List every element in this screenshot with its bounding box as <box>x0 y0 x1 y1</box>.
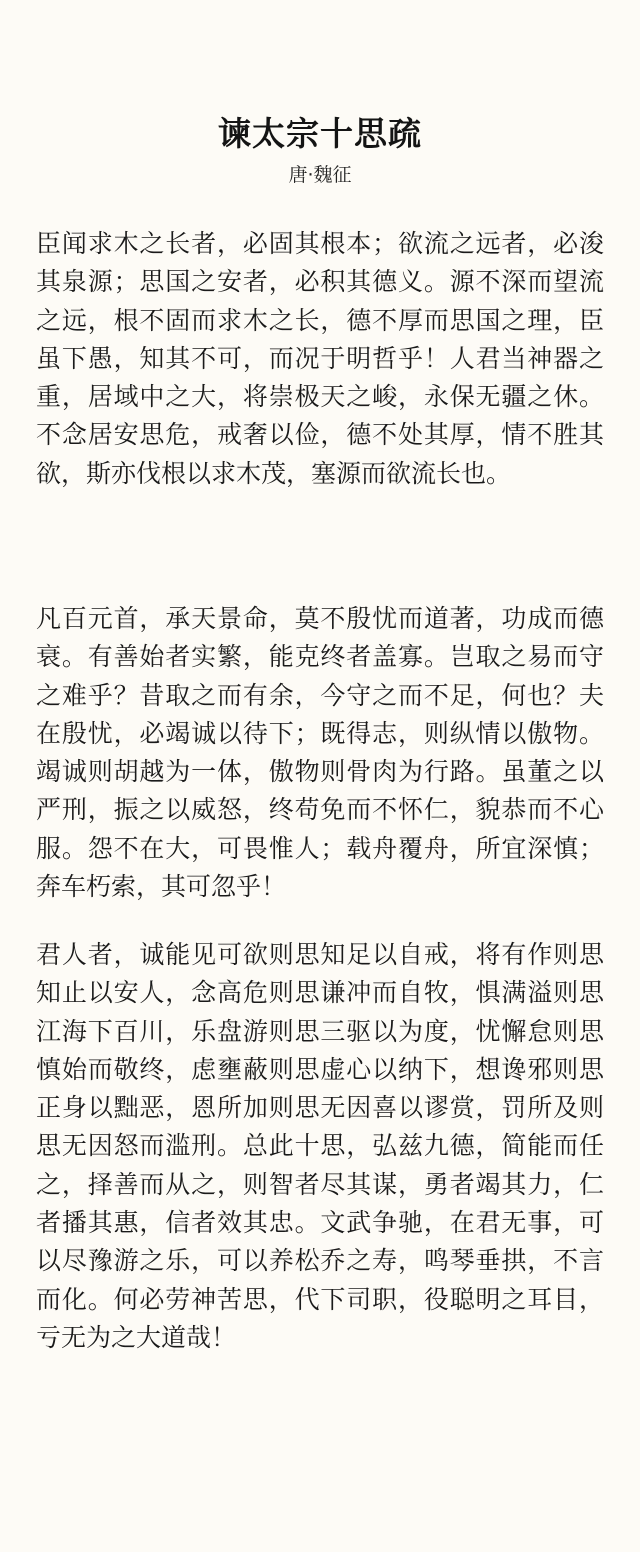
paragraph-3: 君人者，诚能见可欲则思知足以自戒，将有作则思知止以安人，念高危则思谦冲而自牧，惧满溢则思江海下百川，乐盘游则思三驱以为度，忧懈怠则思慎始而敬终，虑壅蔽则思虚心以纳下，想谗邪则思正身以黜恶，恩所加则思无因喜以谬赏，罚所及则思无因怒而滥刑。总此十思，弘兹九德，简能而任之，择善而从之，则智者尽其谋，勇者竭其力，仁者播其惠，信者效其忠。文武争驰，在君无事，可以尽豫游之乐，可以养松乔之寿，鸣琴垂拱，不言而化。何必劳神苦思，代下司职，役聪明之耳目，亏无为之大道哉！ <box>36 940 604 1352</box>
article-author: 唐·魏征 <box>288 164 352 186</box>
paragraph-2: 凡百元首，承天景命，莫不殷忧而道著，功成而德衰。有善始者实繁，能克终者盖寡。岂取之易而守之难乎？昔取之而有余，今守之而不足，何也？夫在殷忧，必竭诚以待下；既得志，则纵情以傲物。竭诚则胡越为一体，傲物则骨肉为行路。虽董之以严刑，振之以威怒，终苟免而不怀仁，貌恭而不心服。怨不在大，可畏惟人；载舟覆舟，所宜深慎；奔车朽索，其可忽乎！ <box>36 604 604 902</box>
paragraph-1: 臣闻求木之长者，必固其根本；欲流之远者，必浚其泉源；思国之安者，必积其德义。源不深而望流之远，根不固而求木之长，德不厚而思国之理，臣虽下愚，知其不可，而况于明哲乎！人君当神器之重，居域中之大，将崇极天之峻，永保无疆之休。不念居安思危，戒奢以俭，德不处其厚，情不胜其欲，斯亦伐根以求木茂，塞源而欲流长也。 <box>36 229 604 488</box>
article-title: 谏太宗十思疏 <box>218 114 422 154</box>
